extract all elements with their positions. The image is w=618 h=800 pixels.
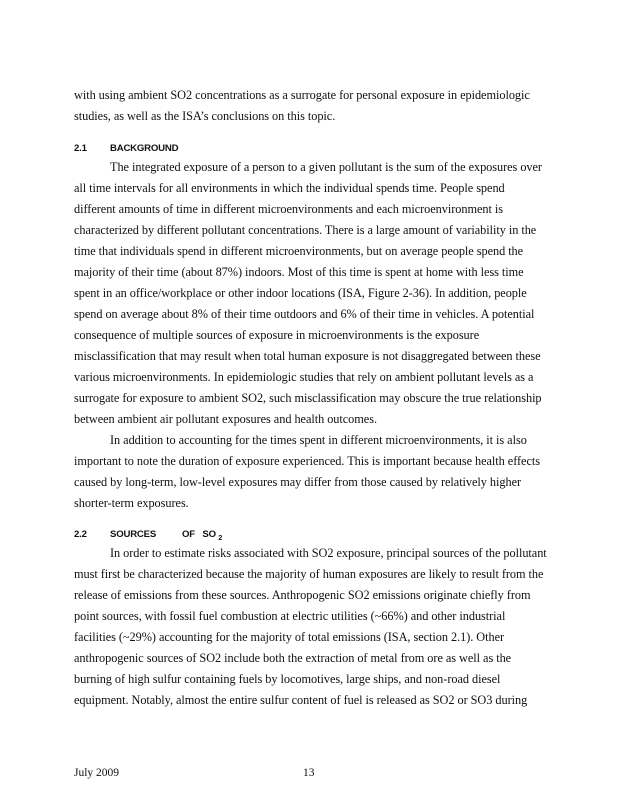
text-line: characterized by different pollutant concentrations. There is a large amount of variability in the: [74, 223, 537, 237]
section-title-subscript: 2: [218, 535, 223, 542]
footer-date: July 2009: [74, 767, 120, 779]
section-heading-sources: [74, 529, 222, 542]
text-line: with using ambient SO2 concentrations as a surrogate for personal exposure in epidemiologic: [74, 88, 530, 102]
text-line: burning of high sulfur containing fuels by locomotives, large ships, and non-road diesel: [74, 672, 501, 686]
text-line: The integrated exposure of a person to a given pollutant is the sum of the exposures over: [110, 160, 542, 174]
text-line: all time intervals for all environments in which the individual spends time. People spend: [74, 181, 505, 195]
text-line: misclassification that may result when total human exposure is not disaggregated between these: [74, 349, 541, 363]
text-line: must first be characterized because the majority of human exposures are likely to result from the: [74, 567, 544, 581]
text-line: important to note the duration of exposure experienced. This is important because health effects: [74, 454, 540, 468]
text-line: spend on average about 8% of their time outdoors and 6% of their time in vehicles. A potential: [74, 307, 535, 321]
text-line: time that individuals spend in different microenvironments, but on average people spend the: [74, 244, 524, 258]
text-line: various microenvironments. In epidemiologic studies that rely on ambient pollutant levels as a: [74, 370, 534, 384]
text-line: studies, as well as the ISA’s conclusions on this topic.: [74, 109, 336, 123]
text-line: In addition to accounting for the times spent in different microenvironments, it is also: [110, 433, 527, 447]
text-line: spent in an office/workplace or other indoor locations (ISA, Figure 2-36). In addition, people: [74, 286, 527, 300]
section-number: 2.1: [74, 143, 87, 154]
section-title-pollutant: SO: [202, 529, 216, 540]
text-line: between ambient air pollutant exposures and health outcomes.: [74, 412, 377, 426]
text-line: different amounts of time in different microenvironments and each microenvironment is: [74, 202, 503, 216]
page-number: 13: [303, 767, 315, 779]
section-title: SOURCES: [110, 529, 157, 540]
text-line: facilities (~29%) accounting for the majority of total emissions (ISA, section 2.1). Other: [74, 630, 505, 644]
text-line: shorter-term exposures.: [74, 496, 189, 510]
section-heading-background: [74, 143, 178, 154]
text-line: consequence of multiple sources of exposure in microenvironments is the exposure: [74, 328, 480, 342]
section-title: BACKGROUND: [110, 143, 179, 154]
text-line: release of emissions from these sources. Anthropogenic SO2 emissions originate chiefly from: [74, 588, 531, 602]
text-line: point sources, with fossil fuel combustion at electric utilities (~66%) and other industrial: [74, 609, 506, 623]
text-line: caused by long-term, low-level exposures may differ from those caused by relatively higher: [74, 475, 522, 489]
text-line: surrogate for exposure to ambient SO2, such misclassification may obscure the true relationship: [74, 391, 542, 405]
text-line: equipment. Notably, almost the entire sulfur content of fuel is released as SO2 or SO3 during: [74, 693, 528, 707]
text-line: majority of their time (about 87%) indoors. Most of this time is spent at home with less time: [74, 265, 524, 279]
text-line: anthropogenic sources of SO2 include both the extraction of metal from ore as well as the: [74, 651, 512, 665]
section-number: 2.2: [74, 529, 87, 540]
text-line: In order to estimate risks associated with SO2 exposure, principal sources of the pollutant: [110, 546, 547, 560]
section-title-of: OF: [182, 529, 195, 540]
